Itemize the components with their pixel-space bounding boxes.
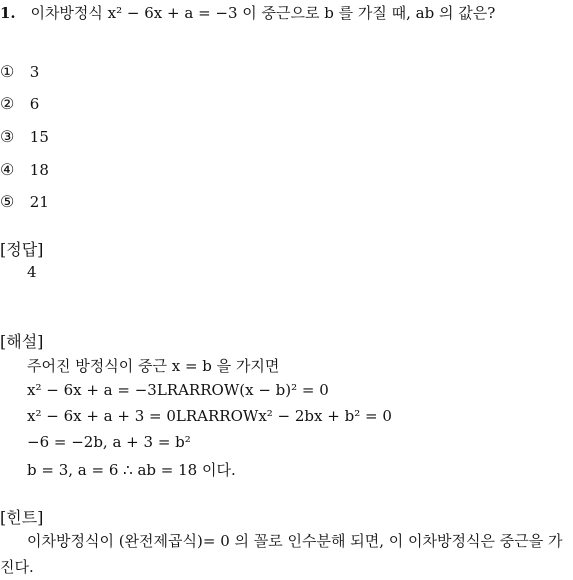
question-line — [0, 2, 495, 23]
choice-3[interactable] — [0, 127, 49, 146]
explanation-line-4: −6 = −2b, a + 3 = b² — [27, 433, 191, 451]
question-text: 이차방정식 x² − 6x + a = −3 이 중근으로 b 를 가질 때, ab 의 값은? — [30, 4, 496, 22]
choice-5-mark: ⑤ — [0, 192, 15, 211]
choice-5-value: 21 — [29, 193, 49, 211]
choice-2[interactable] — [0, 94, 39, 113]
explanation-line-3: x² − 6x + a + 3 = 0LRARROWx² − 2bx + b² = 0 — [27, 407, 392, 425]
answer-value: 4 — [27, 263, 37, 281]
choice-2-value: 6 — [29, 95, 40, 113]
choice-3-mark: ③ — [0, 127, 15, 146]
choice-1-mark: ① — [0, 62, 15, 81]
choice-5[interactable] — [0, 192, 49, 211]
choice-2-mark: ② — [0, 94, 15, 113]
choice-4[interactable] — [0, 160, 49, 179]
explanation-title: [해설] — [0, 332, 44, 351]
choice-3-value: 15 — [29, 128, 49, 146]
choice-4-value: 18 — [29, 161, 49, 179]
hint-title: [힌트] — [0, 508, 44, 527]
answer-title: [정답] — [0, 240, 44, 259]
choice-1[interactable] — [0, 62, 39, 81]
question-number: 1. — [0, 4, 16, 22]
hint-text: 이차방정식이 (완전제곱식)= 0 의 꼴로 인수분해 되면, 이 이차방정식은 중근을 가진다. — [0, 532, 563, 576]
choice-4-mark: ④ — [0, 160, 15, 179]
explanation-line-2: x² − 6x + a = −3LRARROW(x − b)² = 0 — [27, 381, 329, 399]
choice-1-value: 3 — [29, 63, 40, 81]
explanation-line-5: b = 3, a = 6 ∴ ab = 18 이다. — [27, 461, 236, 479]
explanation-line-1: 주어진 방정식이 중근 x = b 을 가지면 — [27, 357, 280, 375]
